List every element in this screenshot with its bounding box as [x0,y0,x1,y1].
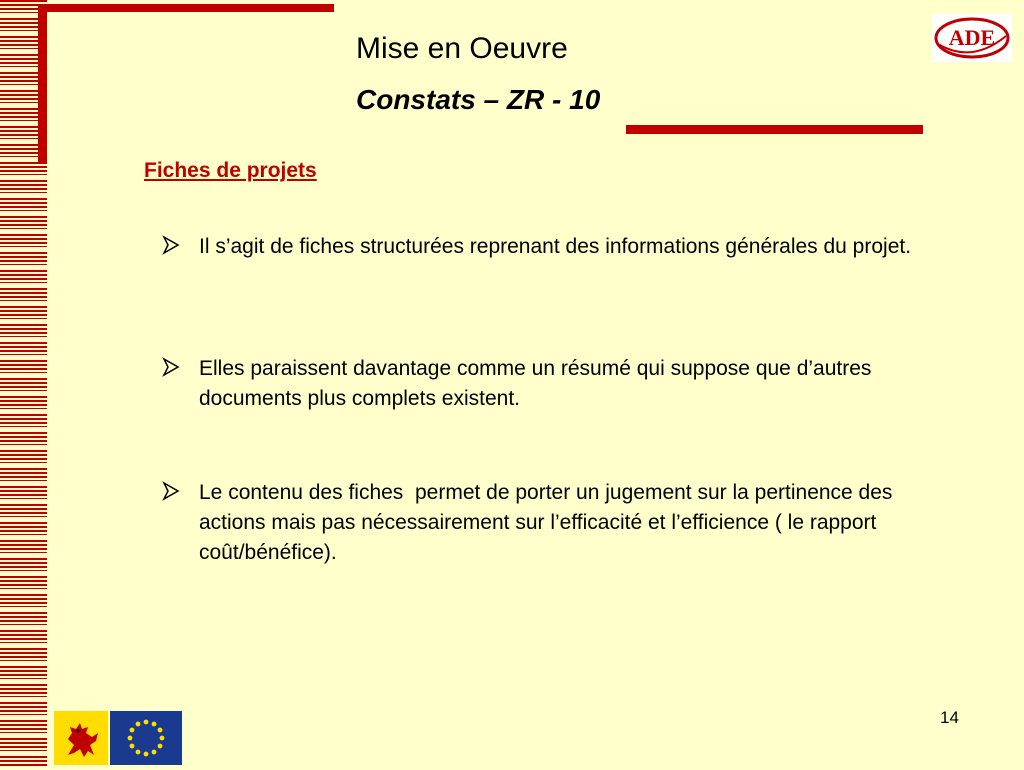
bullet-text: Le contenu des fiches permet de porter un jugement sur la pertinence des actions mais pas nécessairement sur l’efficacité et l’efficience ( le rapport coût/bénéfice). [199,481,899,564]
bullet-item [162,478,932,568]
bullet-text: Il s’agit de fiches structurées reprenant des informations générales du projet. [199,235,912,258]
european-union-flag [110,711,182,765]
ade-logo [932,14,1012,62]
wallonia-rooster-flag [54,711,108,765]
rooster-icon [54,711,108,765]
decorative-title-underline-bar [626,125,923,134]
decorative-left-bar [38,4,47,164]
eu-stars-icon [110,711,182,765]
arrowhead-bullet-icon [162,234,180,256]
bullet-text: Elles paraissent davantage comme un résumé qui suppose que d’autres documents plus complets existent. [199,357,878,410]
bullet-item [162,232,932,262]
slide-subtitle: Constats – ZR - 10 [356,84,601,115]
arrowhead-bullet-icon [162,480,180,502]
ade-logo-text: ADE [948,25,996,50]
bullet-item [162,354,932,414]
decorative-top-bar [38,4,334,12]
page-number: 14 [940,708,959,727]
section-heading: Fiches de projets [144,159,317,182]
ade-logo-icon [932,14,1012,62]
slide-title: Mise en Oeuvre [356,32,568,65]
arrowhead-bullet-icon [162,356,180,378]
